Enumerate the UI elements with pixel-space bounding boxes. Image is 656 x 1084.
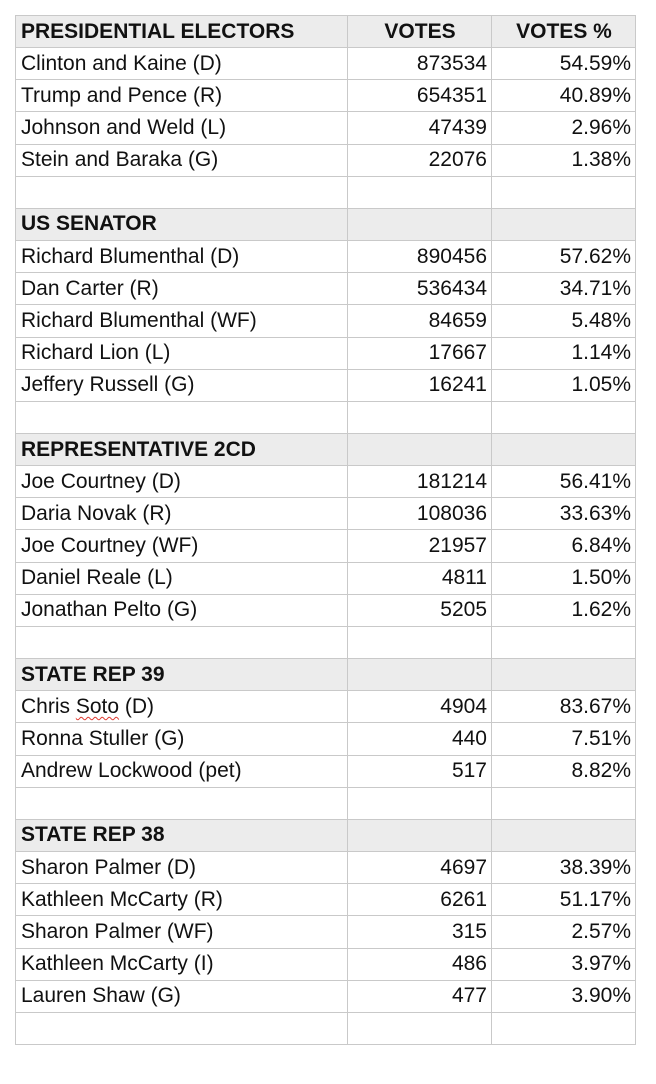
votes-cell[interactable]: 477 [348,980,492,1012]
blank-row [16,401,636,433]
empty-cell[interactable] [16,401,348,433]
candidate-name-cell[interactable]: Clinton and Kaine (D) [16,48,348,80]
table-row [16,884,636,916]
table-row [16,466,636,498]
empty-cell[interactable] [492,627,636,659]
votes-cell[interactable]: 22076 [348,144,492,176]
empty-cell[interactable] [492,401,636,433]
candidate-name-cell[interactable]: Trump and Pence (R) [16,80,348,112]
table-row [16,948,636,980]
votes-cell[interactable]: 873534 [348,48,492,80]
votes-percent-cell[interactable]: 3.90% [492,980,636,1012]
votes-percent-cell[interactable]: 5.48% [492,305,636,337]
candidate-name-cell[interactable]: Daria Novak (R) [16,498,348,530]
table-row [16,562,636,594]
votes-percent-cell[interactable]: 57.62% [492,240,636,272]
table-row [16,723,636,755]
votes-percent-cell[interactable]: 1.50% [492,562,636,594]
empty-cell[interactable] [16,627,348,659]
empty-cell[interactable] [348,787,492,819]
votes-cell[interactable]: 17667 [348,337,492,369]
votes-cell[interactable]: 181214 [348,466,492,498]
votes-percent-cell[interactable]: 6.84% [492,530,636,562]
empty-cell[interactable] [16,787,348,819]
votes-cell[interactable]: 4811 [348,562,492,594]
votes-cell[interactable]: 16241 [348,369,492,401]
votes-percent-cell[interactable]: 34.71% [492,273,636,305]
votes-percent-cell[interactable]: 7.51% [492,723,636,755]
table-row [16,337,636,369]
table-row [16,916,636,948]
table-row [16,530,636,562]
table-row [16,112,636,144]
candidate-name-cell[interactable]: Joe Courtney (D) [16,466,348,498]
votes-percent-cell[interactable]: 8.82% [492,755,636,787]
section-header-row [16,434,636,466]
empty-header-cell[interactable] [348,208,492,240]
votes-cell[interactable]: 21957 [348,530,492,562]
election-results-table [15,15,636,1045]
blank-row [16,176,636,208]
candidate-name-cell[interactable]: Sharon Palmer (D) [16,851,348,883]
votes-percent-cell[interactable]: 51.17% [492,884,636,916]
votes-percent-cell[interactable]: 1.38% [492,144,636,176]
table-row [16,691,636,723]
votes-cell[interactable]: 84659 [348,305,492,337]
section-header-row [16,16,636,48]
votes-percent-cell[interactable]: 54.59% [492,48,636,80]
table-row [16,240,636,272]
votes-cell[interactable]: 440 [348,723,492,755]
candidate-name-cell[interactable]: Kathleen McCarty (I) [16,948,348,980]
blank-row [16,1012,636,1044]
votes-percent-cell[interactable]: 1.14% [492,337,636,369]
votes-cell[interactable]: 890456 [348,240,492,272]
votes-cell[interactable]: 486 [348,948,492,980]
votes-cell[interactable]: 4904 [348,691,492,723]
blank-row [16,627,636,659]
votes-percent-column-header[interactable]: VOTES % [492,16,636,48]
votes-percent-cell[interactable]: 2.96% [492,112,636,144]
empty-header-cell[interactable] [348,434,492,466]
votes-percent-cell[interactable]: 38.39% [492,851,636,883]
spellcheck-flagged-word: Soto [75,694,120,718]
section-header-row [16,659,636,691]
candidate-name-cell[interactable]: Stein and Baraka (G) [16,144,348,176]
votes-percent-cell[interactable]: 83.67% [492,691,636,723]
table-row [16,273,636,305]
empty-cell[interactable] [348,1012,492,1044]
table-row [16,498,636,530]
empty-cell[interactable] [492,1012,636,1044]
votes-cell[interactable]: 108036 [348,498,492,530]
section-title[interactable]: US SENATOR [16,208,348,240]
section-header-row [16,819,636,851]
empty-header-cell[interactable] [492,819,636,851]
table-row [16,594,636,626]
empty-cell[interactable] [16,1012,348,1044]
votes-percent-cell[interactable]: 56.41% [492,466,636,498]
votes-cell[interactable]: 4697 [348,851,492,883]
table-row [16,305,636,337]
section-title[interactable]: STATE REP 38 [16,819,348,851]
empty-header-cell[interactable] [348,659,492,691]
table-row [16,48,636,80]
empty-header-cell[interactable] [492,208,636,240]
votes-cell[interactable]: 654351 [348,80,492,112]
candidate-name-cell[interactable]: Lauren Shaw (G) [16,980,348,1012]
empty-header-cell[interactable] [492,659,636,691]
table-row [16,80,636,112]
candidate-name-cell[interactable]: Jeffery Russell (G) [16,369,348,401]
empty-cell[interactable] [492,787,636,819]
section-title[interactable]: STATE REP 39 [16,659,348,691]
table-row [16,369,636,401]
empty-cell[interactable] [492,176,636,208]
table-row [16,755,636,787]
votes-percent-cell[interactable]: 3.97% [492,948,636,980]
candidate-name-cell[interactable] [16,691,348,723]
votes-cell[interactable]: 315 [348,916,492,948]
candidate-name-cell[interactable]: Jonathan Pelto (G) [16,594,348,626]
votes-column-header[interactable]: VOTES [348,16,492,48]
empty-cell[interactable] [348,627,492,659]
empty-cell[interactable] [348,401,492,433]
candidate-name-cell[interactable]: Daniel Reale (L) [16,562,348,594]
votes-percent-cell[interactable]: 1.62% [492,594,636,626]
votes-cell[interactable]: 517 [348,755,492,787]
candidate-name-cell[interactable]: Ronna Stuller (G) [16,723,348,755]
candidate-name-cell[interactable]: Richard Blumenthal (D) [16,240,348,272]
votes-percent-cell[interactable]: 2.57% [492,916,636,948]
section-title[interactable]: PRESIDENTIAL ELECTORS [16,16,348,48]
empty-header-cell[interactable] [348,819,492,851]
votes-cell[interactable]: 536434 [348,273,492,305]
name-part: (D) [119,694,155,718]
candidate-name-cell[interactable]: Joe Courtney (WF) [16,530,348,562]
table-row [16,980,636,1012]
table-row [16,144,636,176]
votes-cell[interactable]: 47439 [348,112,492,144]
votes-percent-cell[interactable]: 33.63% [492,498,636,530]
candidate-name-cell[interactable]: Sharon Palmer (WF) [16,916,348,948]
empty-header-cell[interactable] [492,434,636,466]
votes-percent-cell[interactable]: 1.05% [492,369,636,401]
candidate-name-cell[interactable]: Richard Blumenthal (WF) [16,305,348,337]
candidate-name-cell[interactable]: Johnson and Weld (L) [16,112,348,144]
votes-cell[interactable]: 6261 [348,884,492,916]
section-header-row [16,208,636,240]
empty-cell[interactable] [16,176,348,208]
empty-cell[interactable] [348,176,492,208]
name-part: Chris [21,694,76,718]
candidate-name-cell[interactable]: Dan Carter (R) [16,273,348,305]
table-row [16,851,636,883]
votes-cell[interactable]: 5205 [348,594,492,626]
candidate-name-cell[interactable]: Andrew Lockwood (pet) [16,755,348,787]
candidate-name-cell[interactable]: Kathleen McCarty (R) [16,884,348,916]
section-title[interactable]: REPRESENTATIVE 2CD [16,434,348,466]
blank-row [16,787,636,819]
votes-percent-cell[interactable]: 40.89% [492,80,636,112]
candidate-name-cell[interactable]: Richard Lion (L) [16,337,348,369]
